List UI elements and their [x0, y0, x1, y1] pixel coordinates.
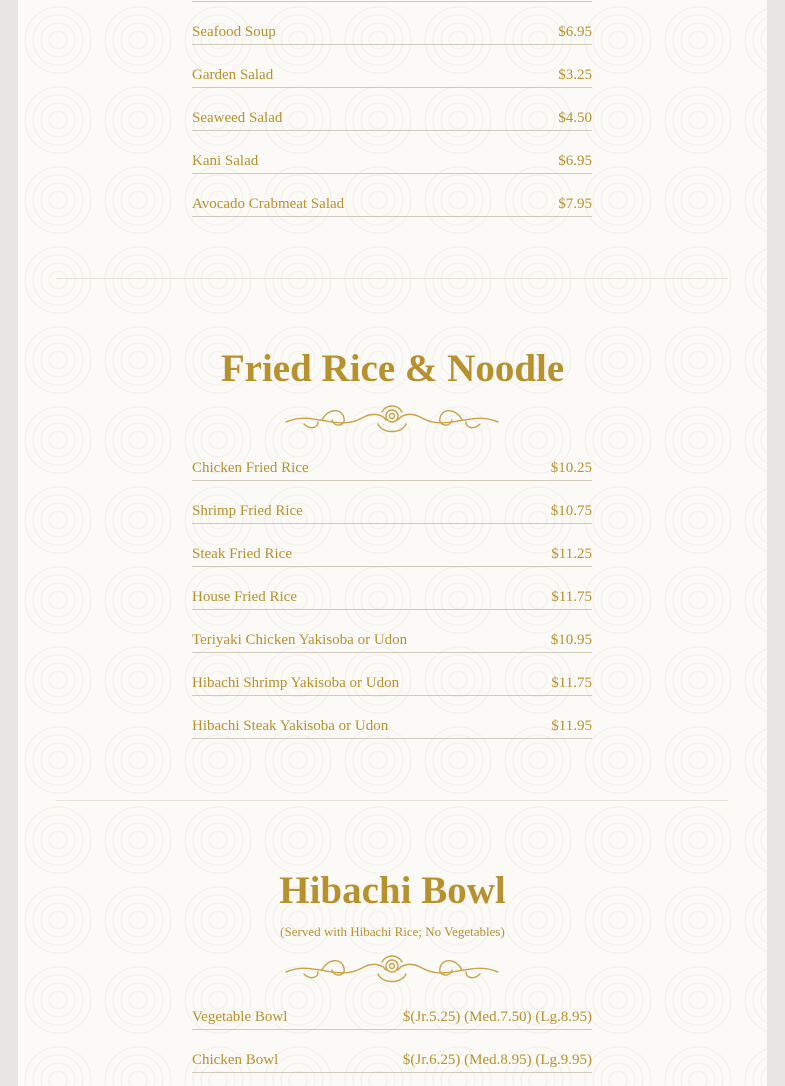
salad-list [192, 2, 592, 217]
item-price: $11.75 [551, 589, 592, 605]
menu-item [192, 653, 592, 696]
section-divider [56, 800, 728, 801]
menu-item [192, 438, 592, 481]
item-name: Shrimp Fried Rice [192, 503, 303, 519]
item-name: Hibachi Steak Yakisoba or Udon [192, 718, 389, 734]
menu-item [192, 45, 592, 88]
menu-item [192, 2, 592, 45]
item-name: Vegetable Bowl [192, 1009, 288, 1025]
menu-item [192, 696, 592, 739]
item-name: Seafood Soup [192, 24, 276, 40]
item-name: Kani Salad [192, 153, 259, 169]
item-name: Steak Fried Rice [192, 546, 292, 562]
item-price: $3.25 [558, 67, 592, 83]
menu-item [192, 610, 592, 653]
item-price: $(Jr.5.25) (Med.7.50) (Lg.8.95) [402, 1009, 592, 1025]
menu-item [192, 174, 592, 217]
item-name: Garden Salad [192, 67, 274, 83]
flourish-ornament-icon [282, 952, 502, 986]
menu-item [192, 88, 592, 131]
item-price: $11.95 [551, 718, 592, 734]
menu-page [18, 0, 767, 1086]
item-price: $10.95 [550, 632, 592, 648]
item-price: $6.95 [558, 24, 592, 40]
item-price: $6.95 [558, 153, 592, 169]
item-name: Avocado Crabmeat Salad [192, 196, 345, 212]
item-price: $11.25 [551, 546, 592, 562]
menu-item [192, 567, 592, 610]
item-name: Teriyaki Chicken Yakisoba or Udon [192, 632, 408, 648]
item-name: Hibachi Shrimp Yakisoba or Udon [192, 675, 400, 691]
flourish-ornament-icon [282, 402, 502, 436]
fried-rice-list [192, 438, 592, 739]
hibachi-bowl-list [192, 987, 592, 1073]
item-name: Chicken Fried Rice [192, 460, 309, 476]
section-title: Fried Rice & Noodle [220, 347, 565, 390]
item-price: $10.25 [550, 460, 592, 476]
menu-item [192, 987, 592, 1030]
item-name: House Fried Rice [192, 589, 297, 605]
item-price: $11.75 [551, 675, 592, 691]
item-price: $7.95 [558, 196, 592, 212]
section-divider [56, 278, 728, 279]
section-subtitle: (Served with Hibachi Rice; No Vegetables) [280, 924, 505, 939]
item-name: Chicken Bowl [192, 1052, 279, 1068]
menu-item [192, 131, 592, 174]
item-name: Seaweed Salad [192, 110, 283, 126]
item-price: $(Jr.6.25) (Med.8.95) (Lg.9.95) [402, 1052, 592, 1068]
menu-item [192, 1030, 592, 1073]
section-title: Hibachi Bowl [279, 869, 506, 912]
item-price: $4.50 [558, 110, 592, 126]
menu-item [192, 481, 592, 524]
item-price: $10.75 [550, 503, 592, 519]
menu-item [192, 524, 592, 567]
